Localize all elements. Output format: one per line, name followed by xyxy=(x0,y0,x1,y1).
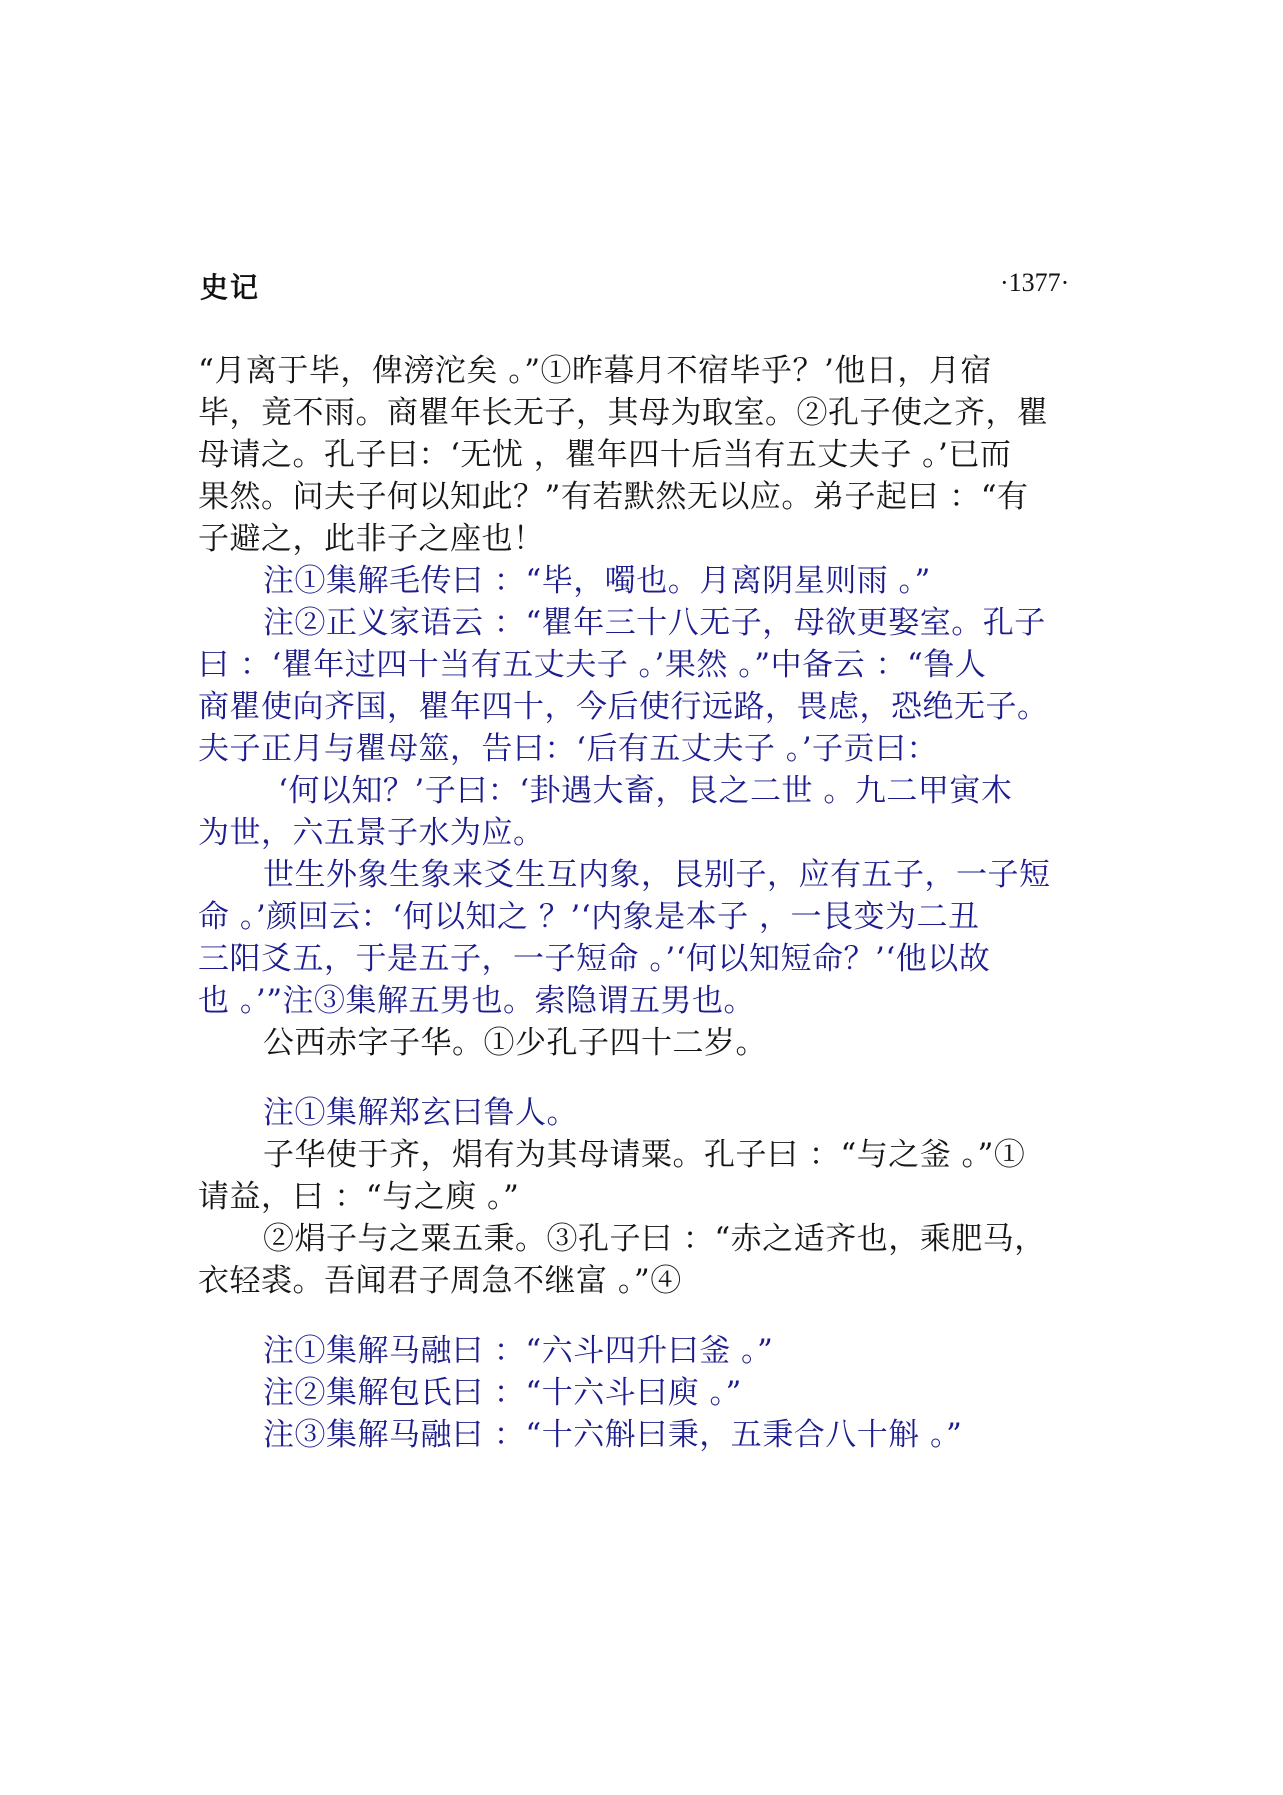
text-line: 果然。问夫子何以知此？”有若默然无以应。弟子起曰 ：“有 xyxy=(198,479,1029,515)
text-line: 衣轻裘。吾闻君子周急不继富 。”④ xyxy=(198,1263,682,1299)
note-line: ‘何以知？’子曰：‘卦遇大畜，艮之二世 。九二甲寅木 xyxy=(278,773,1013,809)
text-line: 子避之，此非子之座也！ xyxy=(198,521,545,557)
note-line: 注①集解马融曰 ：“六斗四升曰釜 。” xyxy=(263,1333,774,1369)
note-line: 注①集解郑玄曰鲁人。 xyxy=(263,1095,578,1131)
note-line: 命 。’颜回云：‘何以知之 ？’‘内象是本子 ，一艮变为二丑 xyxy=(198,899,980,935)
note-line: 世生外象生象来爻生互内象，艮别子，应有五子，一子短 xyxy=(263,857,1051,893)
note-line: 注②正义家语云 ：“瞿年三十八无子，母欲更娶室。孔子 xyxy=(263,605,1046,641)
paragraph-gap xyxy=(198,1302,1088,1330)
note-line: 商瞿使向齐国，瞿年四十，今后使行远路，畏虑，恐绝无子。 xyxy=(198,689,1049,725)
paragraph-gap xyxy=(198,1064,1088,1092)
note-line: 夫子正月与瞿母筮，告曰：‘后有五丈夫子 。’子贡曰： xyxy=(198,731,939,767)
note-line: 也 。’”注③集解五男也。索隐谓五男也。 xyxy=(198,983,756,1019)
page-body xyxy=(198,350,1088,1456)
text-line: “月离于毕，俾滂沱矣 。”①昨暮月不宿毕乎？’他日，月宿 xyxy=(198,353,992,389)
note-line: 注③集解马融曰 ：“十六斛曰秉，五秉合八十斛 。” xyxy=(263,1417,963,1453)
text-line: 子华使于齐，焆有为其母请粟。孔子曰 ：“与之釜 。”① xyxy=(263,1137,1026,1173)
text-line: 母请之。孔子曰：‘无忧 ，瞿年四十后当有五丈夫子 。’已而 xyxy=(198,437,1012,473)
text-line: 请益，曰 ：“与之庾 。” xyxy=(198,1179,520,1215)
page-number: ·1377· xyxy=(1000,268,1070,297)
note-line: 注②集解包氏曰 ：“十六斗曰庾 。” xyxy=(263,1375,742,1411)
text-line: 毕，竟不雨。商瞿年长无子，其母为取室。②孔子使之齐，瞿 xyxy=(198,395,1049,431)
book-title: 史记 xyxy=(200,271,261,304)
text-line: 公西赤字子华。①少孔子四十二岁。 xyxy=(263,1025,767,1061)
text-line: ②焆子与之粟五秉。③孔子曰 ：“赤之适齐也，乘肥马， xyxy=(263,1221,1046,1257)
note-line: 注①集解毛传曰 ：“毕，噣也。月离阴星则雨 。” xyxy=(263,563,931,599)
note-line: 三阳爻五，于是五子，一子短命 。’‘何以知短命？’‘他以故 xyxy=(198,941,991,977)
note-line: 曰 ：‘瞿年过四十当有五丈夫子 。’果然 。”中备云 ：“鲁人 xyxy=(198,647,987,683)
note-line: 为世，六五景子水为应。 xyxy=(198,815,545,851)
